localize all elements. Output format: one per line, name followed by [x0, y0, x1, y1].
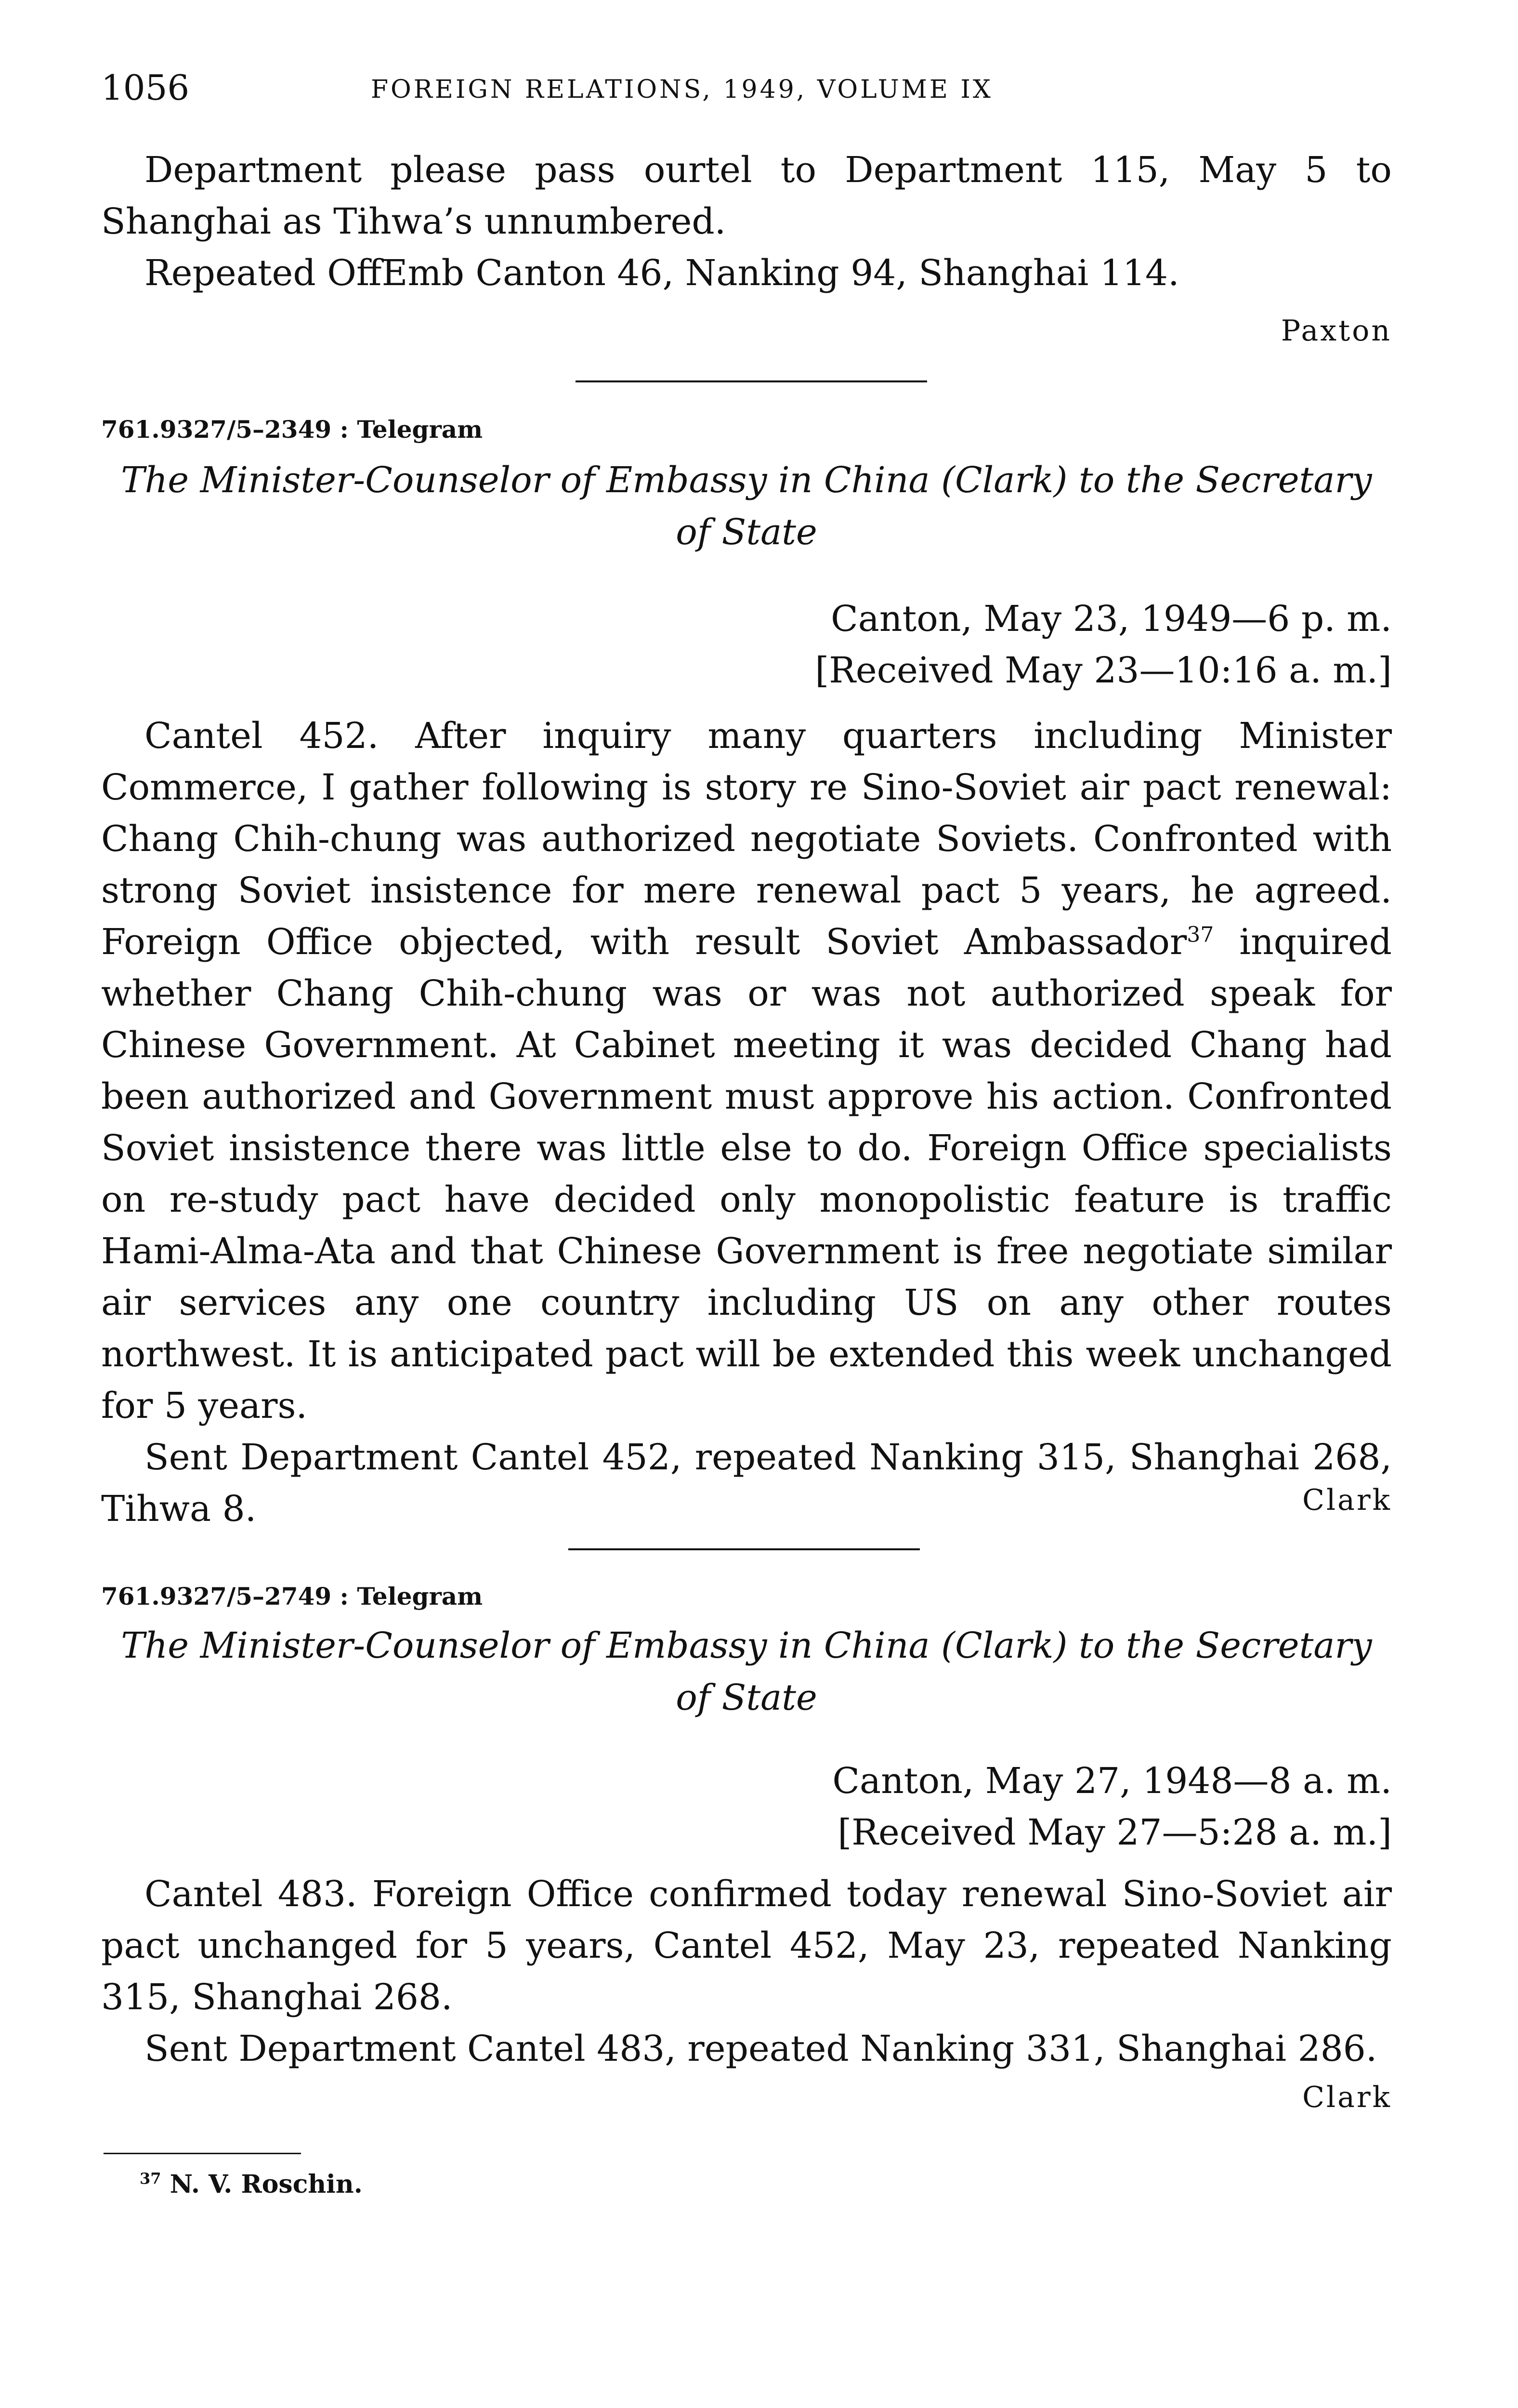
- doc2-id: 761.9327/5–2749 : Telegram: [101, 1582, 483, 1610]
- doc1-id: 761.9327/5–2349 : Telegram: [101, 415, 483, 444]
- doc2-paragraph-2: Sent Department Cantel 483, repeated Nanking 331, Shanghai 286.: [144, 2028, 1377, 2069]
- section-divider: [568, 1548, 920, 1550]
- doc1-paragraph-1: [101, 710, 1392, 1432]
- doc1-received: [Received May 23—10:16 a. m.]: [815, 650, 1392, 691]
- doc1-title: The Minister-Counselor of Embassy in China (Clark) to the Secretary of State: [121, 459, 1372, 553]
- top-paragraph-1: Department please pass ourtel to Department 115, May 5 to Shanghai as Tihwa’s unnumbered.: [101, 149, 1392, 242]
- top-paragraph-2: Repeated OffEmb Canton 46, Nanking 94, Shanghai 114.: [144, 252, 1179, 294]
- doc1-dateline: Canton, May 23, 1949—6 p. m.: [831, 598, 1392, 640]
- footnote-reference: 37: [1187, 922, 1214, 947]
- signature-paxton: Paxton: [1281, 314, 1392, 348]
- page-header: [101, 67, 1392, 116]
- doc1-paragraph-1-text-b: inquired whether Chang Chih-chung was or was not authorized speak for Chinese Government. At Cabinet meeting it was decided Chang had been authorized and Government must approve his action. Confronted Soviet insistence there was little else to do. Foreign Office specialists on re-study pact have decided only monopolistic feature is traffic Hami-Alma-Ata and that Chinese Government is free negotiate similar air services any one country including US on any other routes northwest. It is anticipated pact will be extended this week unchanged for 5 years.: [101, 921, 1392, 1426]
- page-number: 1056: [101, 67, 190, 108]
- doc2-title: The Minister-Counselor of Embassy in China (Clark) to the Secretary of State: [121, 1625, 1372, 1718]
- doc2-received: [Received May 27—5:28 a. m.]: [838, 1812, 1392, 1853]
- doc1-body: [101, 710, 1392, 1535]
- running-head: FOREIGN RELATIONS, 1949, VOLUME IX: [371, 75, 993, 104]
- section-divider: [576, 380, 927, 382]
- doc2-body: [101, 1869, 1392, 2075]
- doc2-dateline: Canton, May 27, 1948—8 a. m.: [832, 1760, 1392, 1802]
- doc1-paragraph-1-text-a: Cantel 452. After inquiry many quarters including Minister Commerce, I gather following is story re Sino-Soviet air pact renewal: Chang Chih-chung was authorized negotiate Soviets. Confronted with strong Soviet insistence for mere renewal pact 5 years, he agreed. Foreign Office objected, with result Soviet Ambassador: [101, 715, 1392, 963]
- footnote-text: N. V. Roschin.: [170, 2170, 363, 2199]
- footnote-number: 37: [140, 2169, 161, 2188]
- doc2-paragraph-1: Cantel 483. Foreign Office confirmed today renewal Sino-Soviet air pact unchanged for 5 years, Cantel 452, May 23, repeated Nanking 315, Shanghai 268.: [101, 1873, 1392, 2018]
- signature-clark-2: Clark: [1302, 2081, 1392, 2114]
- footnote-rule: [104, 2153, 301, 2154]
- footnote: [140, 2170, 363, 2199]
- signature-clark-1: Clark: [1302, 1483, 1392, 1517]
- doc1-paragraph-2: Sent Department Cantel 452, repeated Nanking 315, Shanghai 268, Tihwa 8.: [101, 1437, 1392, 1530]
- top-section: [101, 144, 1392, 299]
